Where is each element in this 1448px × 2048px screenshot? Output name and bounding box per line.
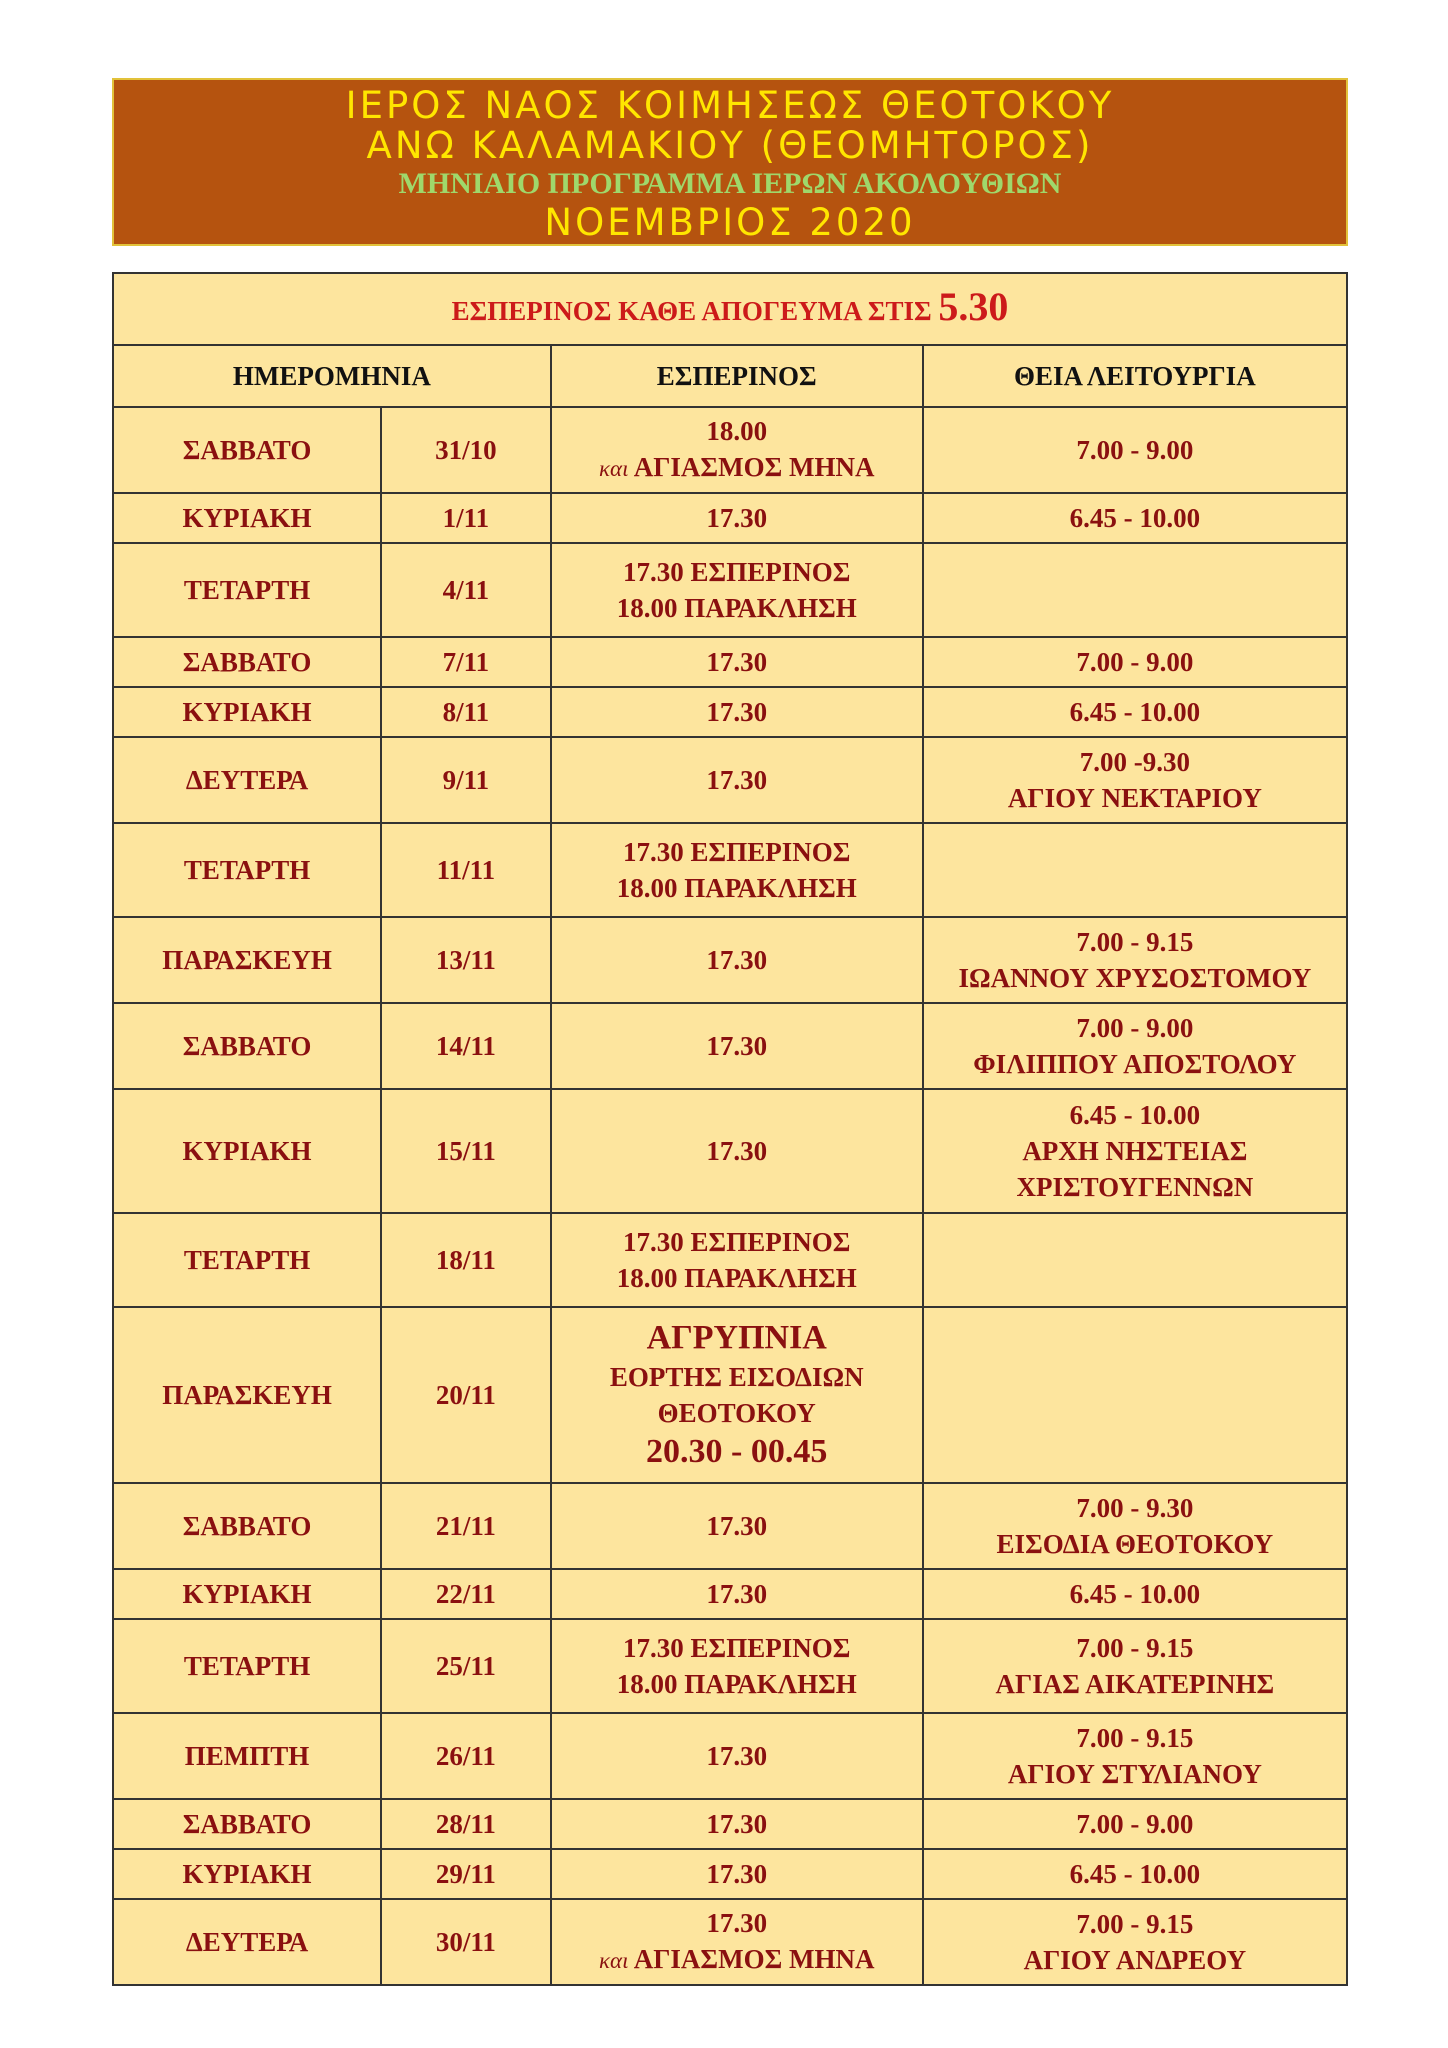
day-cell: ΚΥΡΙΑΚΗ bbox=[113, 1569, 381, 1619]
date-cell: 1/11 bbox=[381, 493, 551, 543]
liturgy-cell bbox=[923, 1483, 1347, 1569]
vespers-cell bbox=[551, 1483, 923, 1569]
date-cell: 31/10 bbox=[381, 407, 551, 493]
table-row bbox=[113, 1307, 1347, 1483]
day-cell: ΤΕΤΑΡΤΗ bbox=[113, 823, 381, 917]
header-vespers: ΕΣΠΕΡΙΝΟΣ bbox=[551, 345, 923, 407]
table-row bbox=[113, 737, 1347, 823]
table-row bbox=[113, 637, 1347, 687]
liturgy-cell bbox=[923, 1899, 1347, 1985]
liturgy-line: 6.45 - 10.00 bbox=[1069, 503, 1201, 533]
liturgy-line: 7.00 - 9.00 bbox=[1076, 435, 1194, 465]
date-cell: 25/11 bbox=[381, 1619, 551, 1713]
vespers-line: 17.30 bbox=[706, 1741, 768, 1771]
date-cell: 21/11 bbox=[381, 1483, 551, 1569]
date-cell: 22/11 bbox=[381, 1569, 551, 1619]
liturgy-line: ΕΙΣΟΔΙΑ ΘΕΟΤΟΚΟΥ bbox=[996, 1529, 1274, 1559]
vespers-line: 17.30 bbox=[706, 1136, 768, 1166]
vespers-line: 17.30 ΕΣΠΕΡΙΝΟΣ bbox=[623, 1633, 851, 1663]
liturgy-line: ΑΓΙΑΣ ΑΙΚΑΤΕΡΙΝΗΣ bbox=[995, 1669, 1275, 1699]
liturgy-line: ΑΓΙΟΥ ΣΤΥΛΙΑΝΟΥ bbox=[1007, 1759, 1262, 1789]
vespers-line: 17.30 bbox=[706, 1859, 768, 1889]
liturgy-line: 7.00 - 9.00 bbox=[1076, 647, 1194, 677]
liturgy-cell bbox=[923, 637, 1347, 687]
liturgy-cell bbox=[923, 1003, 1347, 1089]
vespers-line bbox=[556, 449, 918, 487]
day-cell: ΔΕΥΤΕΡΑ bbox=[113, 737, 381, 823]
liturgy-line: 7.00 - 9.00 bbox=[1076, 1013, 1194, 1043]
day-cell: ΤΕΤΑΡΤΗ bbox=[113, 1619, 381, 1713]
table-row bbox=[113, 407, 1347, 493]
table-row bbox=[113, 543, 1347, 637]
header-liturgy: ΘΕΙΑ ΛΕΙΤΟΥΡΓΙΑ bbox=[923, 345, 1347, 407]
vespers-line: 17.30 ΕΣΠΕΡΙΝΟΣ bbox=[623, 557, 851, 587]
liturgy-cell bbox=[923, 1213, 1347, 1307]
liturgy-line: ΧΡΙΣΤΟΥΓΕΝΝΩΝ bbox=[1016, 1172, 1254, 1202]
vespers-line: 20.30 - 00.45 bbox=[646, 1433, 828, 1470]
vespers-line: ΑΓΡΥΠΝΙΑ bbox=[646, 1319, 827, 1356]
day-cell: ΚΥΡΙΑΚΗ bbox=[113, 1089, 381, 1213]
page-header bbox=[112, 78, 1348, 246]
table-row bbox=[113, 1713, 1347, 1799]
vespers-cell bbox=[551, 1713, 923, 1799]
liturgy-cell bbox=[923, 1849, 1347, 1899]
liturgy-line: ΦΙΛΙΠΠΟΥ ΑΠΟΣΤΟΛΟΥ bbox=[973, 1049, 1297, 1079]
vespers-note: και bbox=[598, 1948, 629, 1973]
vespers-cell bbox=[551, 1799, 923, 1849]
liturgy-line: ΙΩΑΝΝΟΥ ΧΡΥΣΟΣΤΟΜΟΥ bbox=[958, 963, 1312, 993]
liturgy-line: 6.45 - 10.00 bbox=[1069, 697, 1201, 727]
vespers-cell bbox=[551, 493, 923, 543]
vespers-note-text: ΑΓΙΑΣΜΟΣ ΜΗΝΑ bbox=[633, 452, 875, 482]
vespers-cell bbox=[551, 1307, 923, 1483]
liturgy-cell bbox=[923, 1089, 1347, 1213]
table-row bbox=[113, 1799, 1347, 1849]
date-cell: 18/11 bbox=[381, 1213, 551, 1307]
vespers-line: 18.00 ΠΑΡΑΚΛΗΣΗ bbox=[616, 1263, 857, 1293]
table-row bbox=[113, 823, 1347, 917]
date-cell: 26/11 bbox=[381, 1713, 551, 1799]
vespers-line: 18.00 ΠΑΡΑΚΛΗΣΗ bbox=[616, 593, 857, 623]
day-cell: ΠΑΡΑΣΚΕΥΗ bbox=[113, 1307, 381, 1483]
liturgy-cell bbox=[923, 687, 1347, 737]
table-title bbox=[113, 273, 1347, 345]
vespers-line: 17.30 bbox=[706, 1511, 768, 1541]
vespers-note-text: ΑΓΙΑΣΜΟΣ ΜΗΝΑ bbox=[633, 1944, 875, 1974]
date-cell: 14/11 bbox=[381, 1003, 551, 1089]
day-cell: ΔΕΥΤΕΡΑ bbox=[113, 1899, 381, 1985]
church-location: ΑΝΩ ΚΑΛΑΜΑΚΙΟΥ (ΘΕΟΜΗΤΟΡΟΣ) bbox=[366, 124, 1094, 167]
schedule-subtitle: ΜΗΝΙΑΙΟ ΠΡΟΓΡΑΜΜΑ ΙΕΡΩΝ ΑΚΟΛΟΥΘΙΩΝ bbox=[398, 167, 1062, 200]
liturgy-line: 6.45 - 10.00 bbox=[1069, 1859, 1201, 1889]
vespers-line: 17.30 bbox=[706, 945, 768, 975]
vespers-line: 18.00 bbox=[706, 416, 768, 446]
liturgy-line: 7.00 - 9.15 bbox=[1076, 927, 1194, 957]
date-cell: 29/11 bbox=[381, 1849, 551, 1899]
vespers-cell bbox=[551, 917, 923, 1003]
day-cell: ΤΕΤΑΡΤΗ bbox=[113, 543, 381, 637]
table-row bbox=[113, 917, 1347, 1003]
table-row bbox=[113, 1483, 1347, 1569]
table-row bbox=[113, 1899, 1347, 1985]
day-cell: ΣΑΒΒΑΤΟ bbox=[113, 1799, 381, 1849]
schedule-month: ΝΟΕΜΒΡΙΟΣ 2020 bbox=[544, 201, 916, 244]
day-cell: ΠΕΜΠΤΗ bbox=[113, 1713, 381, 1799]
liturgy-cell bbox=[923, 543, 1347, 637]
vespers-line: 17.30 bbox=[706, 697, 768, 727]
day-cell: ΣΑΒΒΑΤΟ bbox=[113, 407, 381, 493]
liturgy-line: 7.00 - 9.15 bbox=[1076, 1909, 1194, 1939]
day-cell: ΠΑΡΑΣΚΕΥΗ bbox=[113, 917, 381, 1003]
vespers-cell bbox=[551, 1003, 923, 1089]
vespers-line: 17.30 bbox=[706, 765, 768, 795]
vespers-line: 17.30 bbox=[706, 647, 768, 677]
vespers-line: 17.30 bbox=[706, 503, 768, 533]
vespers-line: 17.30 bbox=[706, 1031, 768, 1061]
vespers-cell bbox=[551, 1213, 923, 1307]
table-row bbox=[113, 1089, 1347, 1213]
liturgy-line: 7.00 -9.30 bbox=[1079, 747, 1190, 777]
liturgy-line: ΑΡΧΗ ΝΗΣΤΕΙΑΣ bbox=[1022, 1136, 1248, 1166]
liturgy-line: 6.45 - 10.00 bbox=[1069, 1100, 1201, 1130]
day-cell: ΣΑΒΒΑΤΟ bbox=[113, 637, 381, 687]
services-table bbox=[112, 272, 1348, 1986]
date-cell: 8/11 bbox=[381, 687, 551, 737]
liturgy-cell bbox=[923, 493, 1347, 543]
liturgy-cell bbox=[923, 1713, 1347, 1799]
date-cell: 11/11 bbox=[381, 823, 551, 917]
date-cell: 15/11 bbox=[381, 1089, 551, 1213]
day-cell: ΚΥΡΙΑΚΗ bbox=[113, 687, 381, 737]
date-cell: 7/11 bbox=[381, 637, 551, 687]
date-cell: 4/11 bbox=[381, 543, 551, 637]
vespers-line: ΕΟΡΤΗΣ ΕΙΣΟΔΙΩΝ bbox=[609, 1362, 864, 1392]
date-cell: 28/11 bbox=[381, 1799, 551, 1849]
vespers-cell bbox=[551, 1899, 923, 1985]
vespers-note: και bbox=[598, 456, 629, 481]
table-row bbox=[113, 1003, 1347, 1089]
liturgy-line: ΑΓΙΟΥ ΝΕΚΤΑΡΙΟΥ bbox=[1007, 783, 1262, 813]
liturgy-cell bbox=[923, 1619, 1347, 1713]
table-header-row bbox=[113, 345, 1347, 407]
vespers-cell bbox=[551, 1849, 923, 1899]
vespers-line: 18.00 ΠΑΡΑΚΛΗΣΗ bbox=[616, 1669, 857, 1699]
liturgy-cell bbox=[923, 823, 1347, 917]
vespers-line bbox=[556, 1941, 918, 1979]
liturgy-line: 7.00 - 9.15 bbox=[1076, 1723, 1194, 1753]
church-name: ΙΕΡΟΣ ΝΑΟΣ ΚΟΙΜΗΣΕΩΣ ΘΕΟΤΟΚΟΥ bbox=[345, 84, 1115, 127]
table-row bbox=[113, 1213, 1347, 1307]
vespers-cell bbox=[551, 687, 923, 737]
liturgy-line: 7.00 - 9.30 bbox=[1076, 1493, 1194, 1523]
vespers-line: 17.30 bbox=[706, 1809, 768, 1839]
vespers-line: 18.00 ΠΑΡΑΚΛΗΣΗ bbox=[616, 873, 857, 903]
table-row bbox=[113, 1849, 1347, 1899]
header-date: ΗΜΕΡΟΜΗΝΙΑ bbox=[113, 345, 551, 407]
vespers-cell bbox=[551, 1089, 923, 1213]
vespers-line: 17.30 bbox=[706, 1908, 768, 1938]
day-cell: ΣΑΒΒΑΤΟ bbox=[113, 1483, 381, 1569]
vespers-cell bbox=[551, 543, 923, 637]
table-row bbox=[113, 687, 1347, 737]
liturgy-cell bbox=[923, 1799, 1347, 1849]
vespers-cell bbox=[551, 1569, 923, 1619]
day-cell: ΚΥΡΙΑΚΗ bbox=[113, 1849, 381, 1899]
liturgy-line: ΑΓΙΟΥ ΑΝΔΡΕΟΥ bbox=[1023, 1945, 1247, 1975]
date-cell: 30/11 bbox=[381, 1899, 551, 1985]
table-row bbox=[113, 493, 1347, 543]
liturgy-line: 6.45 - 10.00 bbox=[1069, 1579, 1201, 1609]
vespers-cell bbox=[551, 407, 923, 493]
table-title-text: ΕΣΠΕΡΙΝΟΣ ΚΑΘΕ ΑΠΟΓΕΥΜΑ ΣΤΙΣ bbox=[451, 296, 932, 326]
vespers-cell bbox=[551, 1619, 923, 1713]
table-row bbox=[113, 1569, 1347, 1619]
table-row bbox=[113, 1619, 1347, 1713]
liturgy-cell bbox=[923, 407, 1347, 493]
vespers-cell bbox=[551, 737, 923, 823]
date-cell: 13/11 bbox=[381, 917, 551, 1003]
vespers-line: 17.30 bbox=[706, 1579, 768, 1609]
date-cell: 20/11 bbox=[381, 1307, 551, 1483]
liturgy-cell bbox=[923, 917, 1347, 1003]
vespers-line: ΘΕΟΤΟΚΟΥ bbox=[657, 1398, 816, 1428]
vespers-line: 17.30 ΕΣΠΕΡΙΝΟΣ bbox=[623, 1227, 851, 1257]
day-cell: ΣΑΒΒΑΤΟ bbox=[113, 1003, 381, 1089]
table-title-row bbox=[113, 273, 1347, 345]
vespers-line: 17.30 ΕΣΠΕΡΙΝΟΣ bbox=[623, 837, 851, 867]
liturgy-line: 7.00 - 9.00 bbox=[1076, 1809, 1194, 1839]
vespers-cell bbox=[551, 823, 923, 917]
liturgy-cell bbox=[923, 1307, 1347, 1483]
table-title-time: 5.30 bbox=[938, 284, 1009, 329]
day-cell: ΚΥΡΙΑΚΗ bbox=[113, 493, 381, 543]
liturgy-cell bbox=[923, 737, 1347, 823]
day-cell: ΤΕΤΑΡΤΗ bbox=[113, 1213, 381, 1307]
vespers-cell bbox=[551, 637, 923, 687]
table-body bbox=[113, 407, 1347, 1985]
date-cell: 9/11 bbox=[381, 737, 551, 823]
liturgy-cell bbox=[923, 1569, 1347, 1619]
liturgy-line: 7.00 - 9.15 bbox=[1076, 1633, 1194, 1663]
